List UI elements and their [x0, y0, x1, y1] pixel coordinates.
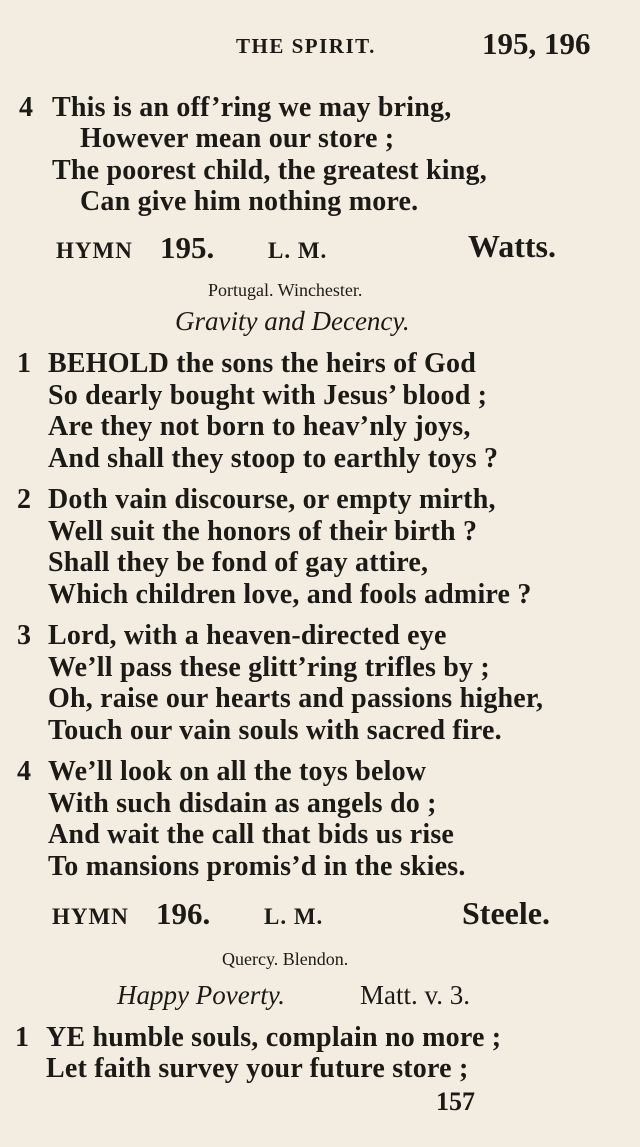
verse-line: Doth vain discourse, or empty mirth, [48, 484, 496, 515]
verse-line: YE humble souls, complain no more ; [46, 1022, 502, 1053]
verse-line: With such disdain as angels do ; [48, 788, 437, 819]
verse-line: We’ll pass these glitt’ring trifles by ; [48, 652, 490, 683]
hymn-tunes: Quercy. Blendon. [222, 949, 349, 969]
verse-line: So dearly bought with Jesus’ blood ; [48, 380, 488, 411]
page-number: 157 [436, 1087, 475, 1116]
hymn-meter: L. M. [264, 904, 324, 929]
hymn-range: 195, 196 [482, 26, 591, 61]
verse-number: 1 [17, 348, 31, 379]
verse-line: Touch our vain souls with sacred fire. [48, 715, 502, 746]
verse-number: 1 [15, 1022, 29, 1053]
verse-line: We’ll look on all the toys below [48, 756, 427, 787]
verse-number: 4 [17, 756, 31, 787]
verse-line: To mansions promis’d in the skies. [48, 851, 466, 882]
verse-line: Let faith survey your future store ; [46, 1053, 469, 1084]
verse-line: Well suit the honors of their birth ? [48, 516, 478, 547]
verse-number: 4 [19, 92, 33, 123]
hymn-number: 196. [156, 896, 211, 931]
verse-line: Are they not born to heav’nly joys, [48, 411, 471, 442]
verse-line: This is an off’ring we may bring, [52, 92, 452, 123]
verse-line: Shall they be fond of gay attire, [48, 547, 429, 578]
verse-line: BEHOLD the sons the heirs of God [48, 348, 476, 379]
hymn-author: Steele. [462, 895, 550, 931]
verse-line: And wait the call that bids us rise [48, 819, 455, 850]
verse-line: Oh, raise our hearts and passions higher, [48, 683, 544, 714]
hymn-author: Watts. [468, 228, 556, 264]
hymn-subject: Happy Poverty. [117, 980, 285, 1010]
verse-line: And shall they stoop to earthly toys ? [48, 443, 499, 474]
hymn-tunes: Portugal. Winchester. [208, 280, 363, 300]
running-title: THE SPIRIT. [236, 34, 376, 58]
hymn-label: HYMN [52, 904, 129, 929]
hymn-label: HYMN [56, 238, 133, 263]
hymn-number: 195. [160, 230, 215, 265]
hymn-meter: L. M. [268, 238, 328, 263]
hymn-subject: Gravity and Decency. [175, 306, 410, 336]
verse-line: However mean our store ; [80, 123, 395, 154]
verse-line: Lord, with a heaven-directed eye [48, 620, 447, 651]
verse-number: 3 [17, 620, 31, 651]
hymn-scripture: Matt. v. 3. [360, 980, 470, 1010]
verse-line: The poorest child, the greatest king, [52, 155, 487, 186]
verse-number: 2 [17, 484, 31, 515]
verse-line: Can give him nothing more. [80, 186, 419, 217]
verse-line: Which children love, and fools admire ? [48, 579, 532, 610]
